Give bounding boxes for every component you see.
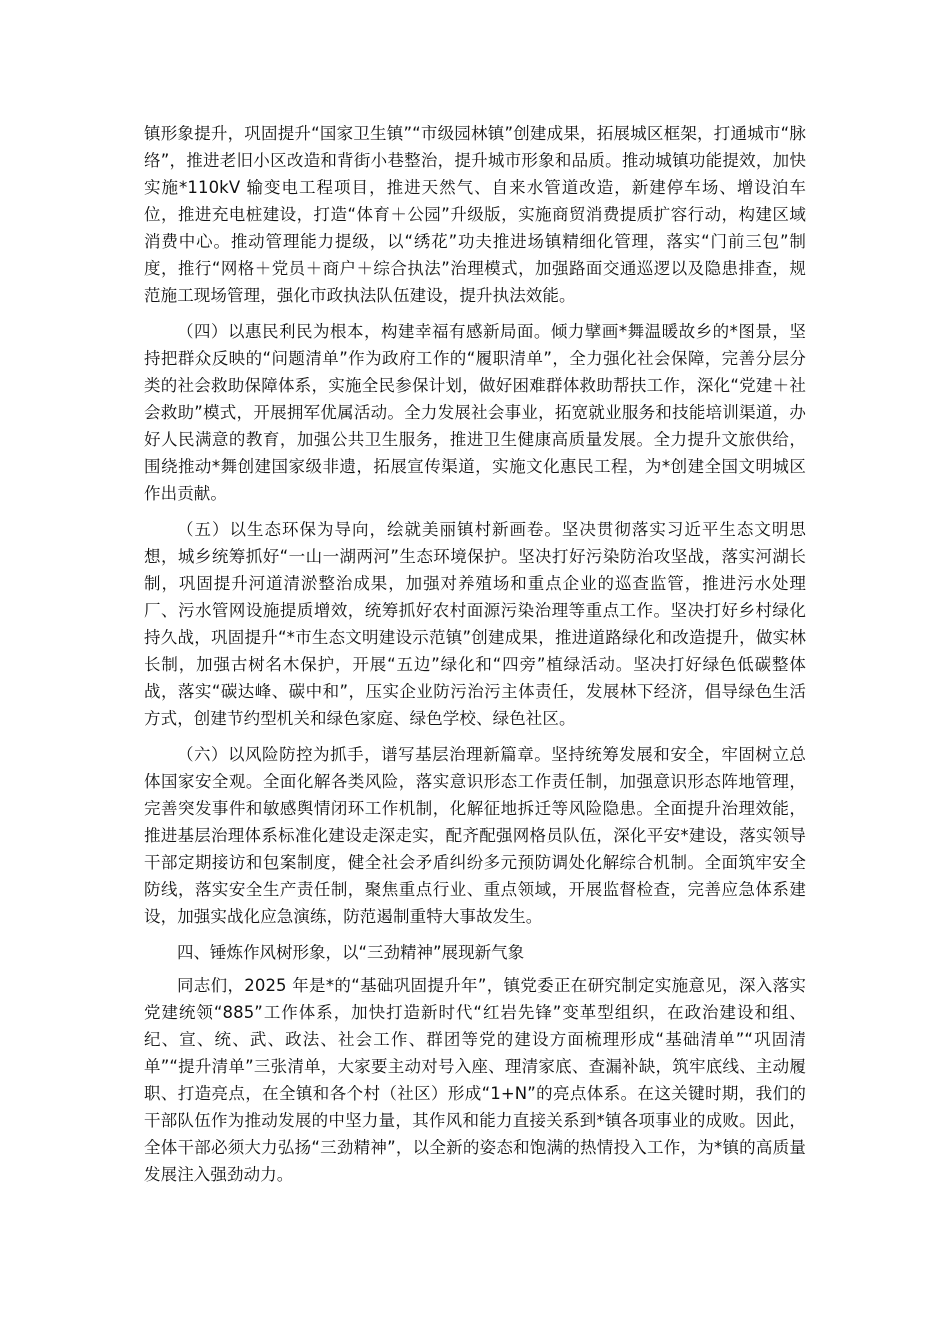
paragraph-risk-control: （六）以风险防控为抓手，谱写基层治理新篇章。坚持统筹发展和安全，牢固树立总体国家安全观。全面化解各类风险，落实意识形态工作责任制，加强意识形态阵地管理，完善突发事件和敏感舆情闭环工作机制，化解征地拆迁等风险隐患。全面提升治理效能，推进基层治理体系标准化建设走深走实，配齐配强网格员队伍，深化平安*建设，落实领导干部定期接访和包案制度，健全社会矛盾纠纷多元预防调处化解综合机制。全面筑牢安全防线，落实安全生产责任制，聚焦重点行业、重点领域，开展监督检查，完善应急体系建设，加强实战化应急演练，防范遏制重特大事故发生。	[144, 745, 806, 926]
paragraph-people-livelihood: （四）以惠民利民为根本，构建幸福有感新局面。倾力擘画*舞温暖故乡的*图景，坚持把群众反映的“问题清单”作为政府工作的“履职清单”，全力强化社会保障，完善分层分类的社会救助保障体系，实施全民参保计划，做好困难群体救助帮扶工作，深化“党建＋社会救助”模式，开展拥军优属活动。全力发展社会事业，拓宽就业服务和技能培训渠道，办好人民满意的教育，加强公共卫生服务，推进卫生健康高质量发展。全力提升文旅供给，围绕推动*舞创建国家级非遗，拓展宣传渠道，实施文化惠民工程，为*创建全国文明城区作出贡献。	[144, 322, 806, 503]
section-heading: 四、锤炼作风树形象，以“三劲精神”展现新气象	[177, 943, 525, 962]
paragraph-closing: 同志们，2025 年是*的“基础巩固提升年”，镇党委正在研究制定实施意见，深入落实党建统领“885”工作体系，加快打造新时代“红岩先锋”变革型组织，在政治建设和组、纪、宣、统、武、政法、社会工作、群团等党的建设方面梳理形成“基础清单”“巩固清单”“提升清单”三张清单，大家要主动对号入座、理清家底、查漏补缺，筑牢底线、主动履职、打造亮点，在全镇和各个村（社区）形成“1+N”的亮点体系。在这关键时期，我们的干部队伍作为推动发展的中坚力量，其作风和能力直接关系到*镇各项事业的成败。因此，全体干部必须大力弘扬“三劲精神”，以全新的姿态和饱满的热情投入工作，为*镇的高质量发展注入强劲动力。	[144, 976, 806, 1184]
paragraph-town-image: 镇形象提升，巩固提升“国家卫生镇”“市级园林镇”创建成果，拓展城区框架，打通城市“脉络”，推进老旧小区改造和背街小巷整治，提升城市形象和品质。推动城镇功能提效，加快实施*110kV 输变电工程项目，推进天然气、自来水管道改造，新建停车场、增设泊车位，推进充电桩建设，打造“体育＋公园”升级版，实施商贸消费提质扩容行动，构建区域消费中心。推动管理能力提级，以“绣花”功夫推进场镇精细化管理，落实“门前三包”制度，推行“网格＋党员＋商户＋综合执法”治理模式，加强路面交通巡逻以及隐患排查，规范施工现场管理，强化市政执法队伍建设，提升执法效能。	[144, 124, 806, 305]
paragraph-ecology: （五）以生态环保为导向，绘就美丽镇村新画卷。坚决贯彻落实习近平生态文明思想，城乡统筹抓好“一山一湖两河”生态环境保护。坚决打好污染防治攻坚战，落实河湖长制，巩固提升河道清淤整治成果，加强对养殖场和重点企业的巡查监管，推进污水处理厂、污水管网设施提质增效，统筹抓好农村面源污染治理等重点工作。坚决打好乡村绿化持久战，巩固提升“*市生态文明建设示范镇”创建成果，推进道路绿化和改造提升，做实林长制，加强古树名木保护，开展“五边”绿化和“四旁”植绿活动。坚决打好绿色低碳整体战，落实“碳达峰、碳中和”，压实企业防污治污主体责任，发展林下经济，倡导绿色生活方式，创建节约型机关和绿色家庭、绿色学校、绿色社区。	[144, 520, 806, 728]
document-page	[144, 120, 806, 1197]
